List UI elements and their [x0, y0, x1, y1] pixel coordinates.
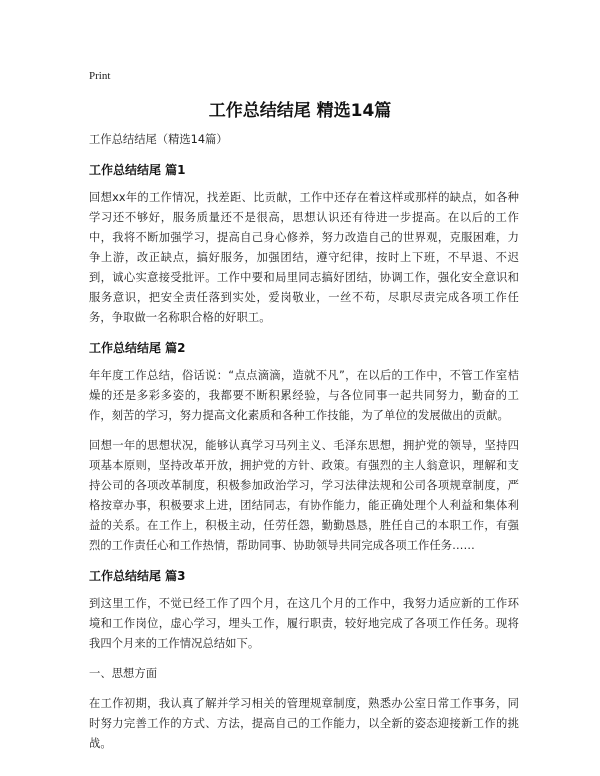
section-heading-2: 工作总结结尾 篇2	[89, 341, 186, 355]
document-subtitle: 工作总结结尾（精选14篇）	[89, 133, 228, 146]
section-heading-1: 工作总结结尾 篇1	[89, 163, 186, 177]
document-body	[89, 130, 519, 764]
section-3-subheading: 一、思想方面	[89, 667, 158, 680]
section-2-paragraph-2: 回想一年的思想状况，能够认真学习马列主义、毛泽东思想，拥护党的领导，坚持四项基本原则，坚持改革开放，拥护党的方针、政策。有强烈的主人翁意识，理解和支持公司的各项改革制度，积极参加政治学习，学习法律法规和公司各项规章制度，严格按章办事，积极要求上进，团结同志，有协作能力，能正确处理个人利益和集体利益的关系。在工作上，积极主动，任劳任怨，勤勤恳恳，胜任自己的本职工作，有强烈的工作责任心和工作热情，帮助同事、协助领导共同完成各项工作任务……	[89, 439, 519, 552]
section-3-paragraph-2: 在工作初期，我认真了解并学习相关的管理规章制度，熟悉办公室日常工作事务，同时努力完善工作的方式、方法，提高自己的工作能力，以全新的姿态迎接新工作的挑战。	[89, 697, 519, 750]
section-heading-3: 工作总结结尾 篇3	[89, 569, 186, 583]
section-3-paragraph-1: 到这里工作，不觉已经工作了四个月，在这几个月的工作中，我努力适应新的工作环境和工作岗位，虚心学习，埋头工作，履行职责，较好地完成了各项工作任务。现将我四个月来的工作情况总结如下。	[89, 597, 519, 650]
page-title: 工作总结结尾 精选14篇	[208, 101, 392, 121]
section-1-paragraph-1: 回想xx年的工作情况，找差距、比贡献，工作中还存在着这样或那样的缺点，如各种学习还不够好，服务质量还不是很高，思想认识还有待进一步提高。在以后的工作中，我将不断加强学习，提高自己身心修养，努力改造自己的世界观，克服困难，力争上游，改正缺点，搞好服务，加强团结，遵守纪律，按时上下班，不早退、不迟到，诚心实意接受批评。工作中要和局里同志搞好团结，协调工作，强化安全意识和服务意识，把安全责任落到实处，爱岗敬业，一丝不苟，尽职尽责完成各项工作任务，争取做一名称职合格的好职工。	[89, 191, 519, 324]
section-2-paragraph-1: 年年度工作总结，俗话说：“点点滴滴，造就不凡”，在以后的工作中，不管工作室桔燥的还是多彩多姿的，我都要不断积累经验，与各位同事一起共同努力，勤奋的工作，刻苦的学习，努力提高文化素质和各种工作技能，为了单位的发展做出的贡献。	[89, 369, 519, 422]
print-link[interactable]: Print	[89, 70, 111, 82]
